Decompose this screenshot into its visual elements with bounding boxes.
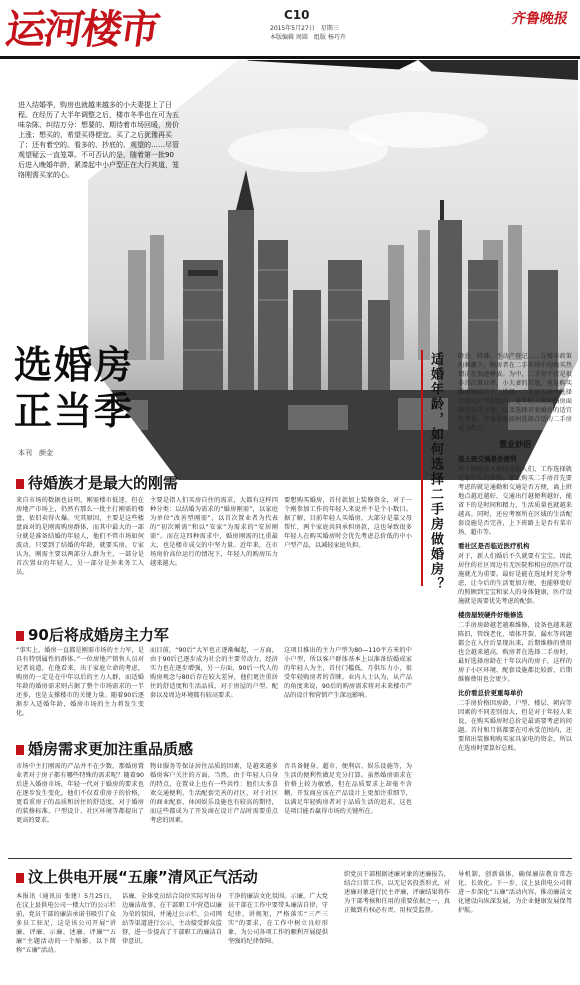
article-column: 主要是指人们买房自住的需求，大都有这样四种分类：以结婚为需求的“婚房刚需”，以家庭为单位“改善型刚需”，以首次置业者为代表的“初次刚需”和以“安家”为需求的“安居刚需”。而在这四种需求中，婚房刚需的比重最大，也是楼市成交的中坚力量。近年来，在市场房价高位运行的情况下，年轻人的购房压力越来越大。	[150, 497, 278, 567]
tip-title: 看社区是否临近医疗机构	[458, 542, 530, 550]
article-column: 否具备健身、超市、便利店、娱乐设施等，为生活的便利性做足充分打算。虽然婚房需求在价格上较为敏感，但在品质要求上却毫不含糊，开发商应该在产品设计上更加注重细节，以满足年轻购房者对于品质生活的追求，这也是项目能否赢得市场的关键所在。	[284, 763, 412, 815]
article-column: 干净的廉洁文化氛围。示廉，广大党员干部在工作中要带头廉洁自律，守纪律、讲规矩，严格落实“三严三实”的要求，在工作中树立良好形象，为公司各项工作的顺利开展提供坚强的纪律保障。	[228, 893, 328, 945]
article-column: 要想购买婚房，首付款加上装修资金，对于一个刚参加工作的年轻人来说并不是个小数目。据了解，目前年轻人买婚房，大部分是靠父母帮忙，两个家庭共同承担房款，这也导致很多年轻人在购买婚房时会优先考虑总价低的中小户型产品，以减轻家庭负担。	[284, 497, 412, 549]
sidebar-tip	[458, 688, 572, 753]
masthead-logo: 运河楼市	[2, 7, 162, 53]
article-column: 织党员干部根据述廉对象的述廉报告，结合日常工作，以无记名投票形式，对述廉对象进行民主评廉，评廉结果将作为干部考核和任用的重要依据之一，真正做到有权必有责、用权受监督。	[344, 871, 450, 914]
tip-text: 对于，新人们婚后不久就要有宝宝，因此居住的社区周边有无医院和相应的医疗设施就尤为重要。最好是能在选址时充分考虑，让今后的生活更加方便，也能够更好的照顾到宝宝和家人的身体健康，医疗设施就是需要优先考虑的配套。	[458, 553, 572, 605]
sidebar-tip	[458, 454, 572, 537]
vertical-headline: 适婚年龄，如何选择二手房做婚房？	[428, 352, 443, 592]
editor-line: 本版编辑 周圆 组版 杨巧卉	[270, 34, 346, 41]
masthead	[2, 6, 246, 54]
section-divider	[8, 858, 572, 859]
main-title-line: 正当季	[14, 389, 135, 433]
header-rule	[0, 56, 580, 59]
sidebar-intro: 降息、降准、不动产登记……在楼市政策的刺激下，购房者在二手市场中的购买热情正在加速释放。为中，二手房不仅是很多首次置业者、小夫妻的首选，也是购买婚房刚需的不二选择。二手房市场中选择合适的户型和地段，是年轻人规划婚房面临的头等大事，以及选择首套婚房的适宜性考量，普通家庭如何选择合适的二手房成为焦点。	[458, 353, 572, 432]
paper-name: 齐鲁晚报	[510, 11, 570, 27]
sidebar	[458, 352, 572, 753]
main-title-line: 选婚房	[14, 343, 135, 387]
tip-title: 比价看总价更重每单价	[458, 689, 523, 697]
article-column: 物业服务等保证居住品质的因素，是越来越多婚房客户关注的方面。当然，由于年轻人自身的特点，在置业上也有一些共性：他们大多喜欢交通便利、生活配套完善的社区，对于社区的商业配套、休闲娱乐设施也有较高的期待，而这些都成为了开发商在设计产品时需要重点考虑的因素。	[150, 763, 278, 824]
tip-text: 对于刚刚进入职场的新人们，工作选择就是家中心的参照。那么购买二手房首先要考虑的就是通勤和交通是否方便，离上班地点越近越好，交通出行越便利越好，能省下的是时间和精力，生活质量也就越来越高。同时，还应考察所在区域的生活配套设施是否完善，上下班路上是否有菜市场、超市等。	[458, 466, 572, 536]
tip-text: 二手房价格因房龄、户型、楼层、朝向等因素的不同差别很大，但是对于年轻人来说，在购买婚房时总价是最需要考虑的问题。首付和月供都要在可承受范围内，还要留出装修和购买家具家电的资金，所以在选房时要算好总账。	[458, 700, 572, 752]
article-column: 而目前，“90后”大军也正逐渐崛起，一方面，由于90后已逐步成为社会的主要劳动力，经济实力也在逐步增强，另一方面，90后一代人的购房观念与80后存在较大差异，他们更注重居住的舒适度和生活品质，对于房屋的户型、配套以及周边环境都有较高要求。	[150, 647, 278, 699]
section-heading: 待婚族才是最大的刚需	[16, 472, 178, 493]
section-heading: 汶上供电开展“五廉”清风正气活动	[16, 866, 258, 887]
tip-text: 二手房房龄越老越难维修，设备也越来越陈旧，管线老化、墙体开裂、漏水等问题都会在入住后显现出来，后期维修的费用也会越来越高。购房者在选择二手房时，最好选择房龄在十年以内的房子，这样的房子小区环境、配套设施都比较新，后期维修费用也会更少。	[458, 622, 572, 683]
article-column: “事实上，婚房一直都是刚需市场的主力军，是具有特别属性的群体。”一位房地产销售人员对记者说道，在他看来，出于家庭立命的考虑，购房的一定是在中年以后的主力人群，而适婚年龄的婚房需求则占据了整个市场需求的一半还多，也是支撑楼市的关键力量。随着90后逐渐步入适婚年龄，婚房市场的主力将发生变化。	[16, 647, 144, 717]
article-column: 来自市场的数据也证明，刚需楼市低迷，但在房地产市场上，仍然有那么一批主打刚需的楼盘，依旧卖得火爆。究其原因，主要是这些楼盘面对的是刚需购房群体，而其中最大的一部分就是准备结婚的年轻人，他们不管市场如何波动，只要到了结婚的年龄，就要买房。专家认为，刚需主要以两部分人群为主，一部分是首次置业的年轻人，另一部分是外来务工人员。	[16, 497, 144, 576]
sidebar-section-title: 置业妙招	[499, 440, 531, 449]
tip-title: 楼房屋较硬件好维修选	[458, 611, 523, 619]
byline: 本刊 颜金	[18, 449, 53, 457]
issue-date: 2015年5月27日 星期三	[270, 25, 339, 32]
lead-paragraph: 进入结婚季，购房也就越来越多的小夫妻提上了日程。在经历了大半年调整之后，楼市冬季也在可为五味杂陈、纠结万分：想要的、期待着市场回暖，房价上涨；想买的，希望买得便宜。买了之后犹豫再买了；还有着空的。看多的、抄底的、观望的……尽管观望疑云一直笼罩。不可否认的是，随着第一批90后进入晚婚年龄，紧凑起中小户型正在大行其道，笼络刚需买家的心。	[18, 101, 179, 179]
article-column: 这项目推出的主力户型为80—110平方米的中小户型，所以客户群体基本上以准备结婚成家的年轻人为主，首付门槛低，月供压力小，很受年轻购房者的青睐。业内人士认为，从产品的角度来说，90后的购房需求将对未来楼市产品的设计和营销产生深远影响。	[284, 647, 412, 699]
article-column: 话廉、全体党员结合岗位实际写出身边廉洁故事，在干部职工中营造以廉为荣的氛围，并通过公示栏、公司网站等渠道进行公示，主动接受群众监督，进一步提高了干部职工的廉洁自律意识。	[122, 893, 222, 945]
sidebar-tip	[458, 541, 572, 606]
section-heading: 婚房需求更加注重品质感	[16, 738, 193, 759]
section-heading: 90后将成婚房主力军	[16, 624, 169, 645]
article-column: 导机制，创新载体，确保廉洁教育常态化、长效化。下一步，汶上县供电公司将进一步深化“五廉”活动内容，推动廉洁文化建设向纵深发展，为企业健康发展保驾护航。	[458, 871, 572, 914]
article-column: 市场中主打刚需的产品并不在少数，那婚房置业者对于房子都有哪些特殊的需求呢？随着90后进入婚房市场，年轻一代对于婚房的要求也在逐步发生变化，他们不仅看重房子的价格，更看重房子的品质和居住的舒适度，对于婚房的装修标准、户型设计、社区环境等都提出了更高的要求。	[16, 763, 144, 824]
tip-title: 选上班交通是否便利	[458, 455, 517, 463]
article-column: 本报讯（通讯员 张建）5月25日，在汶上县供电公司一楼大厅的公示栏前，党员干部的廉洁承诺书吸引了众多员工驻足，这是该公司开展“讲廉、评廉、示廉、述廉、评廉”“五廉”主题活动的一个缩影，以下简称“五廉”活动。	[16, 893, 116, 954]
main-title	[14, 342, 194, 434]
sidebar-tip	[458, 610, 572, 684]
page-number: C10	[284, 8, 310, 22]
